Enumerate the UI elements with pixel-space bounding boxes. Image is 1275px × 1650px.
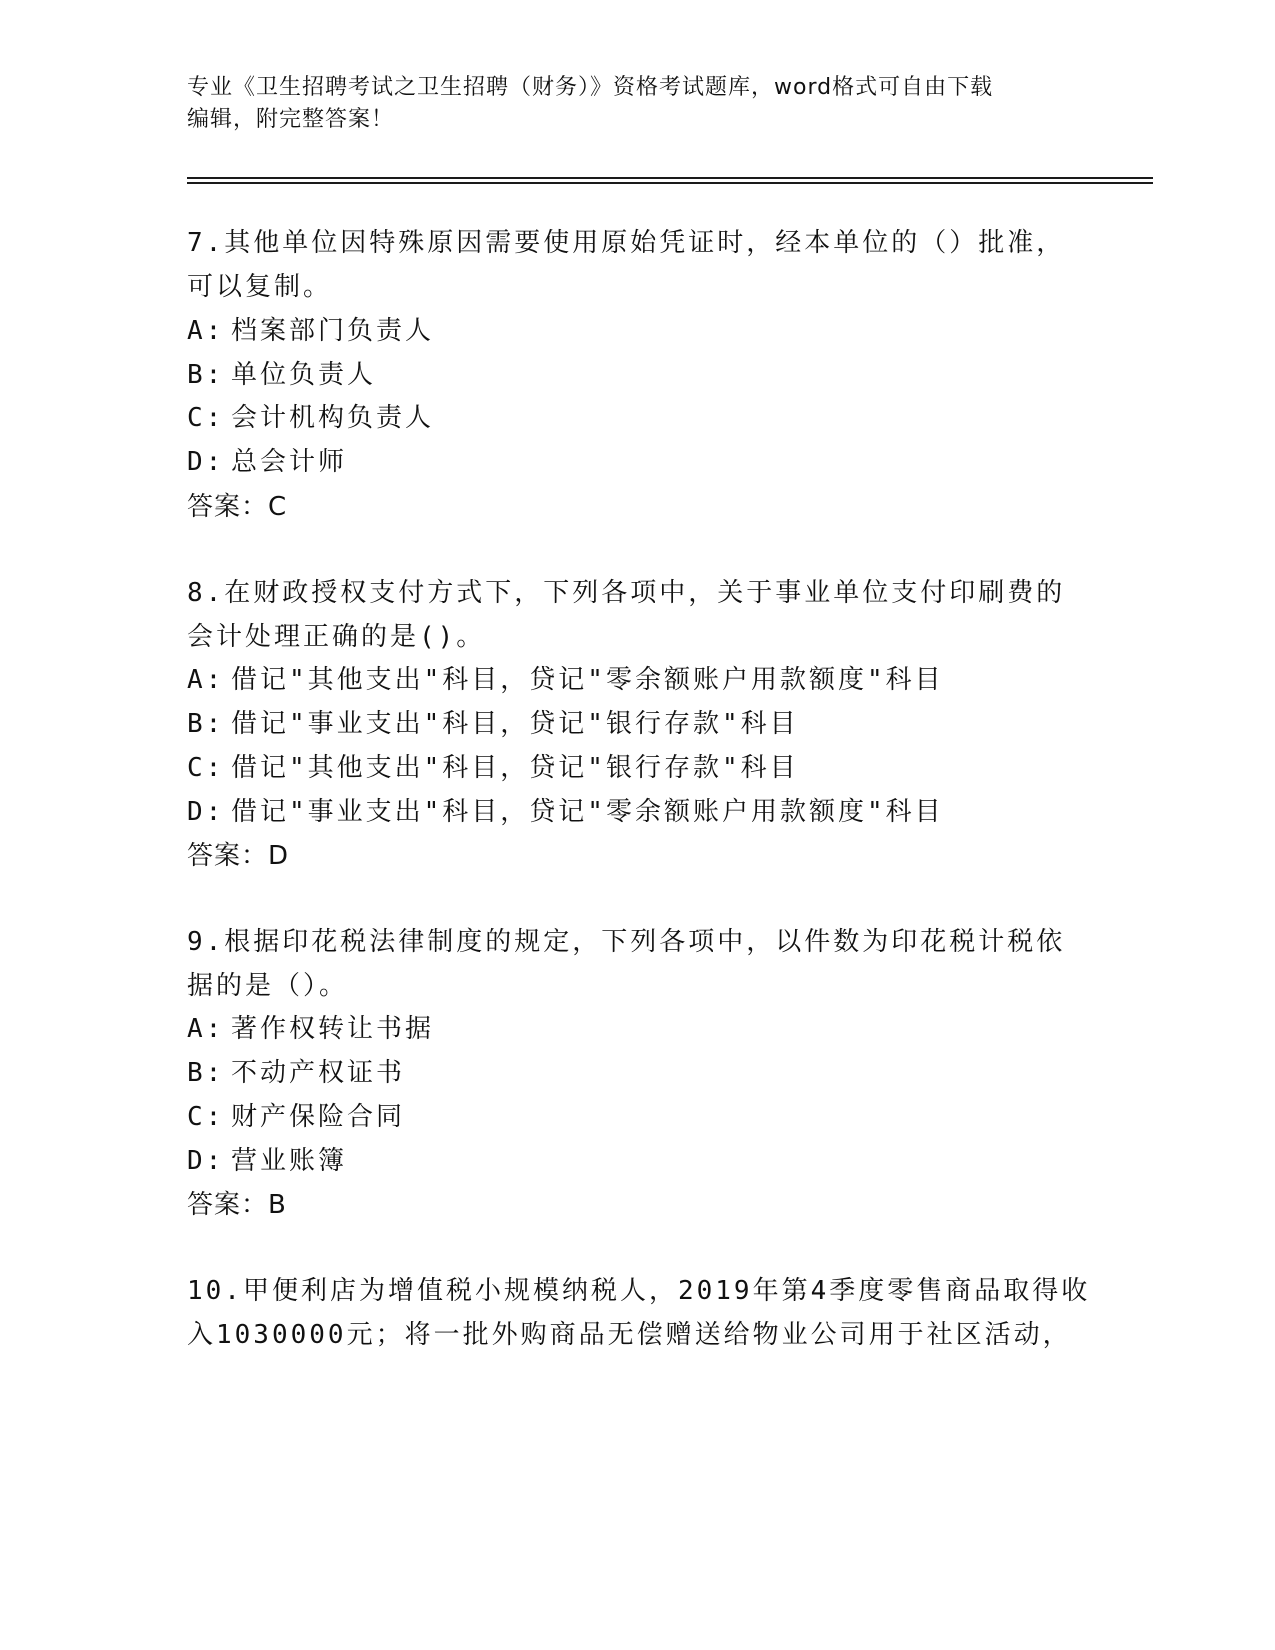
question-9-option-c (187, 1099, 405, 1135)
question-9-line-2: 据的是（）。 (187, 971, 349, 1001)
question-9-option-a (187, 1011, 434, 1047)
option-key: B: (187, 360, 225, 390)
option-key: B: (187, 709, 225, 739)
question-10-line-2: 入1030000元；将一批外购商品无偿赠送给物业公司用于社区活动， (187, 1320, 1072, 1350)
question-8-option-b (187, 706, 799, 742)
header-divider-top (187, 177, 1153, 179)
question-7-option-a (187, 313, 434, 349)
option-text: 营业账簿 (231, 1146, 348, 1176)
option-text: 档案部门负责人 (231, 316, 435, 346)
question-7-line-2: 可以复制。 (187, 272, 333, 302)
option-key: A: (187, 316, 225, 346)
question-9-option-d (187, 1143, 347, 1179)
option-text: 借记"事业支出"科目，贷记"零余额账户用款额度"科目 (231, 797, 944, 827)
header-line-1: 专业《卫生招聘考试之卫生招聘（财务）》资格考试题库，word格式可自由下载 (187, 75, 994, 100)
option-key: C: (187, 753, 225, 783)
question-9-line-1: 9.根据印花税法律制度的规定，下列各项中，以件数为印花税计税依 (187, 927, 1066, 957)
question-8-option-d (187, 794, 944, 830)
option-text: 单位负责人 (231, 360, 377, 390)
question-7-answer: 答案：C (187, 492, 288, 522)
option-text: 会计机构负责人 (231, 403, 435, 433)
option-key: B: (187, 1058, 225, 1088)
question-8-option-a (187, 662, 944, 698)
question-7-option-d (187, 444, 347, 480)
question-7-option-b (187, 357, 376, 393)
option-key: D: (187, 1146, 225, 1176)
question-7-option-c (187, 400, 434, 436)
question-9-option-b (187, 1055, 405, 1091)
option-text: 借记"事业支出"科目，贷记"银行存款"科目 (231, 709, 799, 739)
option-text: 著作权转让书据 (231, 1014, 435, 1044)
question-10-line-1: 10.甲便利店为增值税小规模纳税人，2019年第4季度零售商品取得收 (187, 1276, 1091, 1306)
document-header (187, 72, 1067, 136)
option-text: 财产保险合同 (231, 1102, 406, 1132)
question-7-line-1: 7.其他单位因特殊原因需要使用原始凭证时，经本单位的（）批准， (187, 228, 1066, 258)
header-divider-bottom (187, 182, 1153, 184)
option-key: A: (187, 665, 225, 695)
option-text: 借记"其他支出"科目，贷记"银行存款"科目 (231, 753, 799, 783)
question-9-answer: 答案：B (187, 1190, 287, 1220)
option-key: C: (187, 403, 225, 433)
question-8-line-2: 会计处理正确的是()。 (187, 622, 486, 652)
option-key: D: (187, 447, 225, 477)
option-key: A: (187, 1014, 225, 1044)
question-8-line-1: 8.在财政授权支付方式下，下列各项中，关于事业单位支付印刷费的 (187, 578, 1066, 608)
question-8-option-c (187, 750, 799, 786)
header-line-2: 编辑，附完整答案！ (187, 107, 395, 132)
option-key: C: (187, 1102, 225, 1132)
option-text: 借记"其他支出"科目，贷记"零余额账户用款额度"科目 (231, 665, 944, 695)
question-8-answer: 答案：D (187, 841, 290, 871)
option-text: 不动产权证书 (231, 1058, 406, 1088)
option-key: D: (187, 797, 225, 827)
option-text: 总会计师 (231, 447, 348, 477)
